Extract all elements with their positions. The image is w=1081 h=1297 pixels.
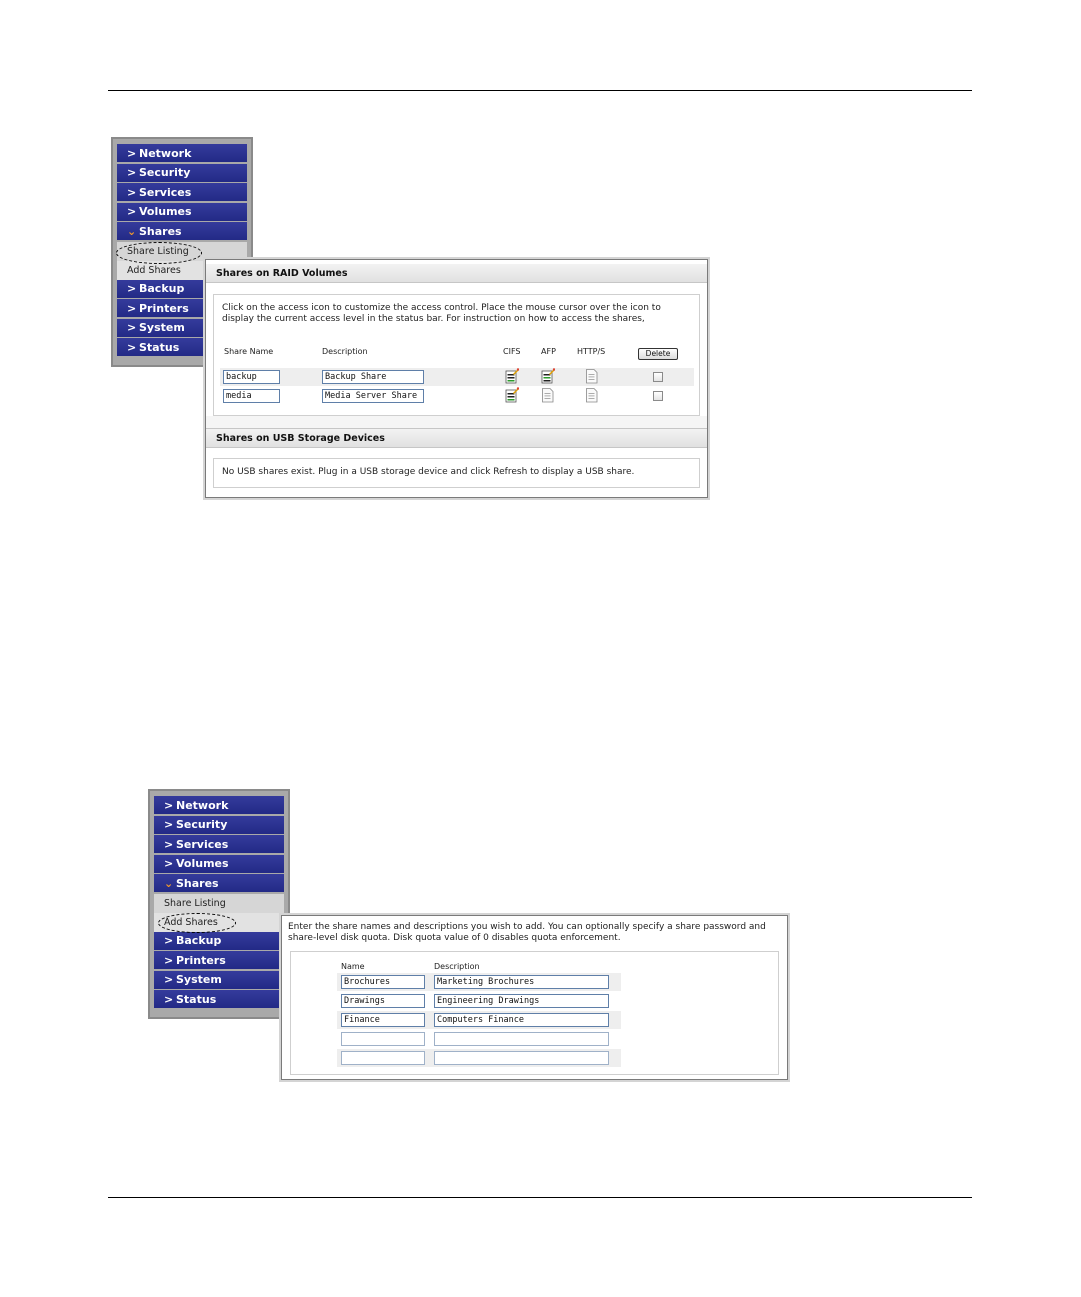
chevron-right-icon: > xyxy=(164,837,174,851)
chevron-right-icon: > xyxy=(164,818,174,831)
usb-section-header: Shares on USB Storage Devices xyxy=(206,428,707,448)
share-name-input[interactable] xyxy=(341,1032,425,1046)
chevron-right-icon: > xyxy=(164,953,174,967)
nav-item-volumes[interactable]: > Volumes xyxy=(154,855,284,873)
delete-checkbox[interactable] xyxy=(653,372,663,382)
delete-checkbox[interactable] xyxy=(653,391,663,401)
sub-item-add-shares[interactable]: Add Shares xyxy=(117,261,247,280)
chevron-down-icon: ⌄ xyxy=(164,876,174,890)
add-instructions-text: Enter the share names and descriptions you wish to add. You can optionally specify a share password and share-level disk quota. Disk quota value of 0 disables quota enforcement. xyxy=(288,922,766,943)
chevron-right-icon: > xyxy=(127,282,137,295)
share-description-input[interactable]: Marketing Brochures xyxy=(434,975,609,989)
sub-item-add-shares[interactable]: Add Shares xyxy=(154,913,284,932)
cifs-access-icon[interactable] xyxy=(505,387,519,403)
chevron-right-icon: > xyxy=(127,166,137,179)
col-header-afp: AFP xyxy=(541,347,556,356)
share-description-input[interactable] xyxy=(434,1051,609,1065)
col-header-share-name: Share Name xyxy=(224,347,274,356)
cifs-access-icon[interactable] xyxy=(505,368,519,384)
share-name-input[interactable]: media xyxy=(223,389,280,403)
share-description-input[interactable]: Computers Finance xyxy=(434,1013,609,1027)
nav-item-status[interactable]: > Status xyxy=(117,338,247,356)
share-name-input[interactable]: Finance xyxy=(341,1013,425,1027)
nav-item-services[interactable]: > Services xyxy=(117,183,247,201)
chevron-right-icon: > xyxy=(127,205,137,218)
nav-item-printers[interactable]: > Printers xyxy=(154,951,284,969)
share-listing-panel xyxy=(205,259,708,498)
chevron-right-icon: > xyxy=(127,340,137,354)
col-header-description: Description xyxy=(434,962,480,971)
nav-item-status[interactable]: > Status xyxy=(154,990,284,1008)
col-header-name: Name xyxy=(341,962,365,971)
chevron-right-icon: > xyxy=(127,301,137,315)
afp-access-icon[interactable] xyxy=(541,368,555,384)
http-access-icon[interactable] xyxy=(585,368,599,384)
col-header-http: HTTP/S xyxy=(577,347,606,356)
share-name-input[interactable] xyxy=(341,1051,425,1065)
nav-item-shares[interactable]: ⌄ Shares xyxy=(154,874,284,892)
nav-item-shares[interactable]: ⌄ Shares xyxy=(117,222,247,240)
raid-section-header: Shares on RAID Volumes xyxy=(206,264,707,283)
nav-item-network[interactable]: > Network xyxy=(154,796,284,814)
share-description-input[interactable] xyxy=(434,1032,609,1046)
add-shares-panel xyxy=(281,915,788,1080)
nav-item-security[interactable]: > Security xyxy=(154,816,284,834)
chevron-down-icon: ⌄ xyxy=(127,224,137,238)
nav-item-printers[interactable]: > Printers xyxy=(117,299,247,317)
chevron-right-icon: > xyxy=(164,798,174,812)
usb-message-text: No USB shares exist. Plug in a USB storage device and click Refresh to display a USB share. xyxy=(222,467,635,477)
sub-item-share-listing[interactable]: Share Listing xyxy=(154,894,284,913)
chevron-right-icon: > xyxy=(164,857,174,870)
chevron-right-icon: > xyxy=(127,185,137,199)
raid-shares-box xyxy=(213,294,700,416)
nav-item-system[interactable]: > System xyxy=(117,319,247,337)
share-name-input[interactable]: backup xyxy=(223,370,280,384)
sidebar-2 xyxy=(148,789,290,1019)
top-rule xyxy=(108,90,972,91)
nav-item-volumes[interactable]: > Volumes xyxy=(117,203,247,221)
afp-access-icon[interactable] xyxy=(541,387,555,403)
chevron-right-icon: > xyxy=(164,992,174,1006)
sub-item-share-listing[interactable]: Share Listing xyxy=(117,242,247,261)
delete-button[interactable]: Delete xyxy=(638,348,678,360)
nav-item-backup[interactable]: > Backup xyxy=(154,932,284,950)
nav-item-security[interactable]: > Security xyxy=(117,164,247,182)
share-description-input[interactable]: Backup Share xyxy=(322,370,424,384)
share-description-input[interactable]: Media Server Share xyxy=(322,389,424,403)
share-name-input[interactable]: Drawings xyxy=(341,994,425,1008)
nav-item-services[interactable]: > Services xyxy=(154,835,284,853)
usb-shares-box xyxy=(213,458,700,488)
chevron-right-icon: > xyxy=(127,321,137,334)
instructions-text: Click on the access icon to customize the access control. Place the mouse cursor over the icon to display the current access level in the status bar. For instruction on how to access the shares, xyxy=(222,303,661,324)
http-access-icon[interactable] xyxy=(585,387,599,403)
chevron-right-icon: > xyxy=(164,934,174,947)
nav-item-system[interactable]: > System xyxy=(154,971,284,989)
share-description-input[interactable]: Engineering Drawings xyxy=(434,994,609,1008)
section-spacer xyxy=(206,416,707,428)
add-shares-box xyxy=(290,951,779,1075)
nav-item-network[interactable]: > Network xyxy=(117,144,247,162)
col-header-description: Description xyxy=(322,347,368,356)
share-name-input[interactable]: Brochures xyxy=(341,975,425,989)
table-row xyxy=(220,368,694,386)
col-header-cifs: CIFS xyxy=(503,347,521,356)
bottom-rule xyxy=(108,1197,972,1198)
chevron-right-icon: > xyxy=(127,146,137,160)
chevron-right-icon: > xyxy=(164,973,174,986)
nav-item-backup[interactable]: > Backup xyxy=(117,280,247,298)
